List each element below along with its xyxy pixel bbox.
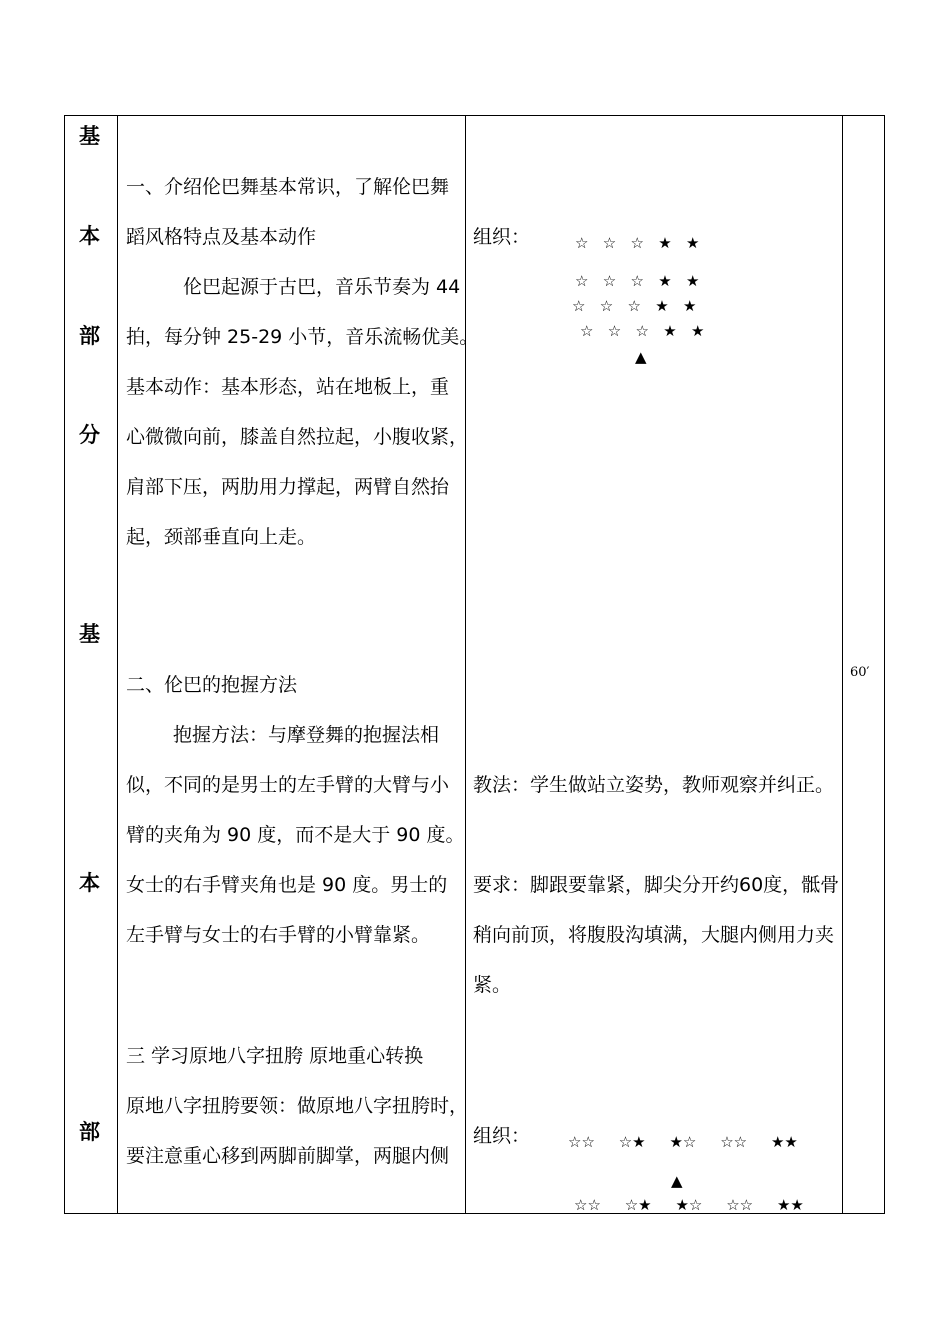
section-2-title: 二、伦巴的抱握方法 (126, 674, 298, 696)
content-line: 女士的右手臂夹角也是 90 度。男士的 (126, 874, 448, 896)
side-label-char: 本 (79, 871, 100, 895)
side-label-char: 分 (79, 423, 100, 447)
duration: 60′ (850, 665, 870, 680)
formation-row: ☆☆ ☆★ ★☆ ☆☆ ★★ (574, 1196, 804, 1214)
content-line: 左手臂与女士的右手臂的小臂靠紧。 (126, 924, 431, 946)
teacher-marker: ▲ (671, 1172, 683, 1190)
requirement-line: 要求：脚跟要靠紧，脚尖分开约60度，骶骨 (473, 874, 840, 896)
content-line: 臂的夹角为 90 度，而不是大于 90 度。 (126, 824, 465, 846)
formation-row: ☆ ☆ ☆ ★ ★ (572, 297, 697, 315)
formation-row: ☆ ☆ ☆ ★ ★ (575, 234, 700, 252)
column-divider (117, 116, 118, 1213)
teacher-marker: ▲ (635, 348, 647, 366)
side-label-char: 基 (79, 124, 100, 148)
requirement-line: 稍向前顶，将腹股沟填满，大腿内侧用力夹 (473, 924, 835, 946)
requirement-line: 紧。 (473, 974, 512, 996)
content-line: 基本动作：基本形态，站在地板上，重 (126, 376, 450, 398)
content-line: 抱握方法：与摩登舞的抱握法相 (173, 724, 440, 746)
side-label-char: 基 (79, 622, 100, 646)
formation-row: ☆ ☆ ☆ ★ ★ (580, 322, 705, 340)
content-line: 伦巴起源于古巴，音乐节奏为 44 (183, 276, 461, 298)
content-line: 肩部下压，两肋用力撑起，两臂自然抬 (126, 476, 450, 498)
content-line: 要注意重心移到两脚前脚掌，两腿内侧 (126, 1145, 450, 1167)
section-1-title: 一、介绍伦巴舞基本常识，了解伦巴舞 (126, 176, 450, 198)
content-line: 原地八字扭胯要领：做原地八字扭胯时， (126, 1095, 469, 1117)
lesson-plan-table (64, 115, 885, 1214)
content-line: 似，不同的是男士的左手臂的大臂与小 (126, 774, 450, 796)
side-label-char: 部 (79, 324, 100, 348)
formation-row: ☆ ☆ ☆ ★ ★ (575, 272, 700, 290)
organization-label: 组织： (473, 1125, 531, 1147)
side-label-char: 部 (79, 1120, 100, 1144)
column-divider (465, 116, 466, 1213)
organization-label: 组织： (473, 226, 531, 248)
content-line: 起，颈部垂直向上走。 (126, 526, 317, 548)
section-3-title: 三 学习原地八字扭胯 原地重心转换 (126, 1045, 424, 1067)
side-label-char: 本 (79, 224, 100, 248)
formation-row: ☆☆ ☆★ ★☆ ☆☆ ★★ (568, 1133, 798, 1151)
teaching-method: 教法：学生做站立姿势，教师观察并纠正。 (473, 774, 835, 796)
column-divider (842, 116, 843, 1213)
section-1-title-cont: 蹈风格特点及基本动作 (126, 226, 317, 248)
content-line: 心微微向前，膝盖自然拉起，小腹收紧， (126, 426, 469, 448)
content-line: 拍，每分钟 25-29 小节，音乐流畅优美。 (126, 326, 479, 348)
